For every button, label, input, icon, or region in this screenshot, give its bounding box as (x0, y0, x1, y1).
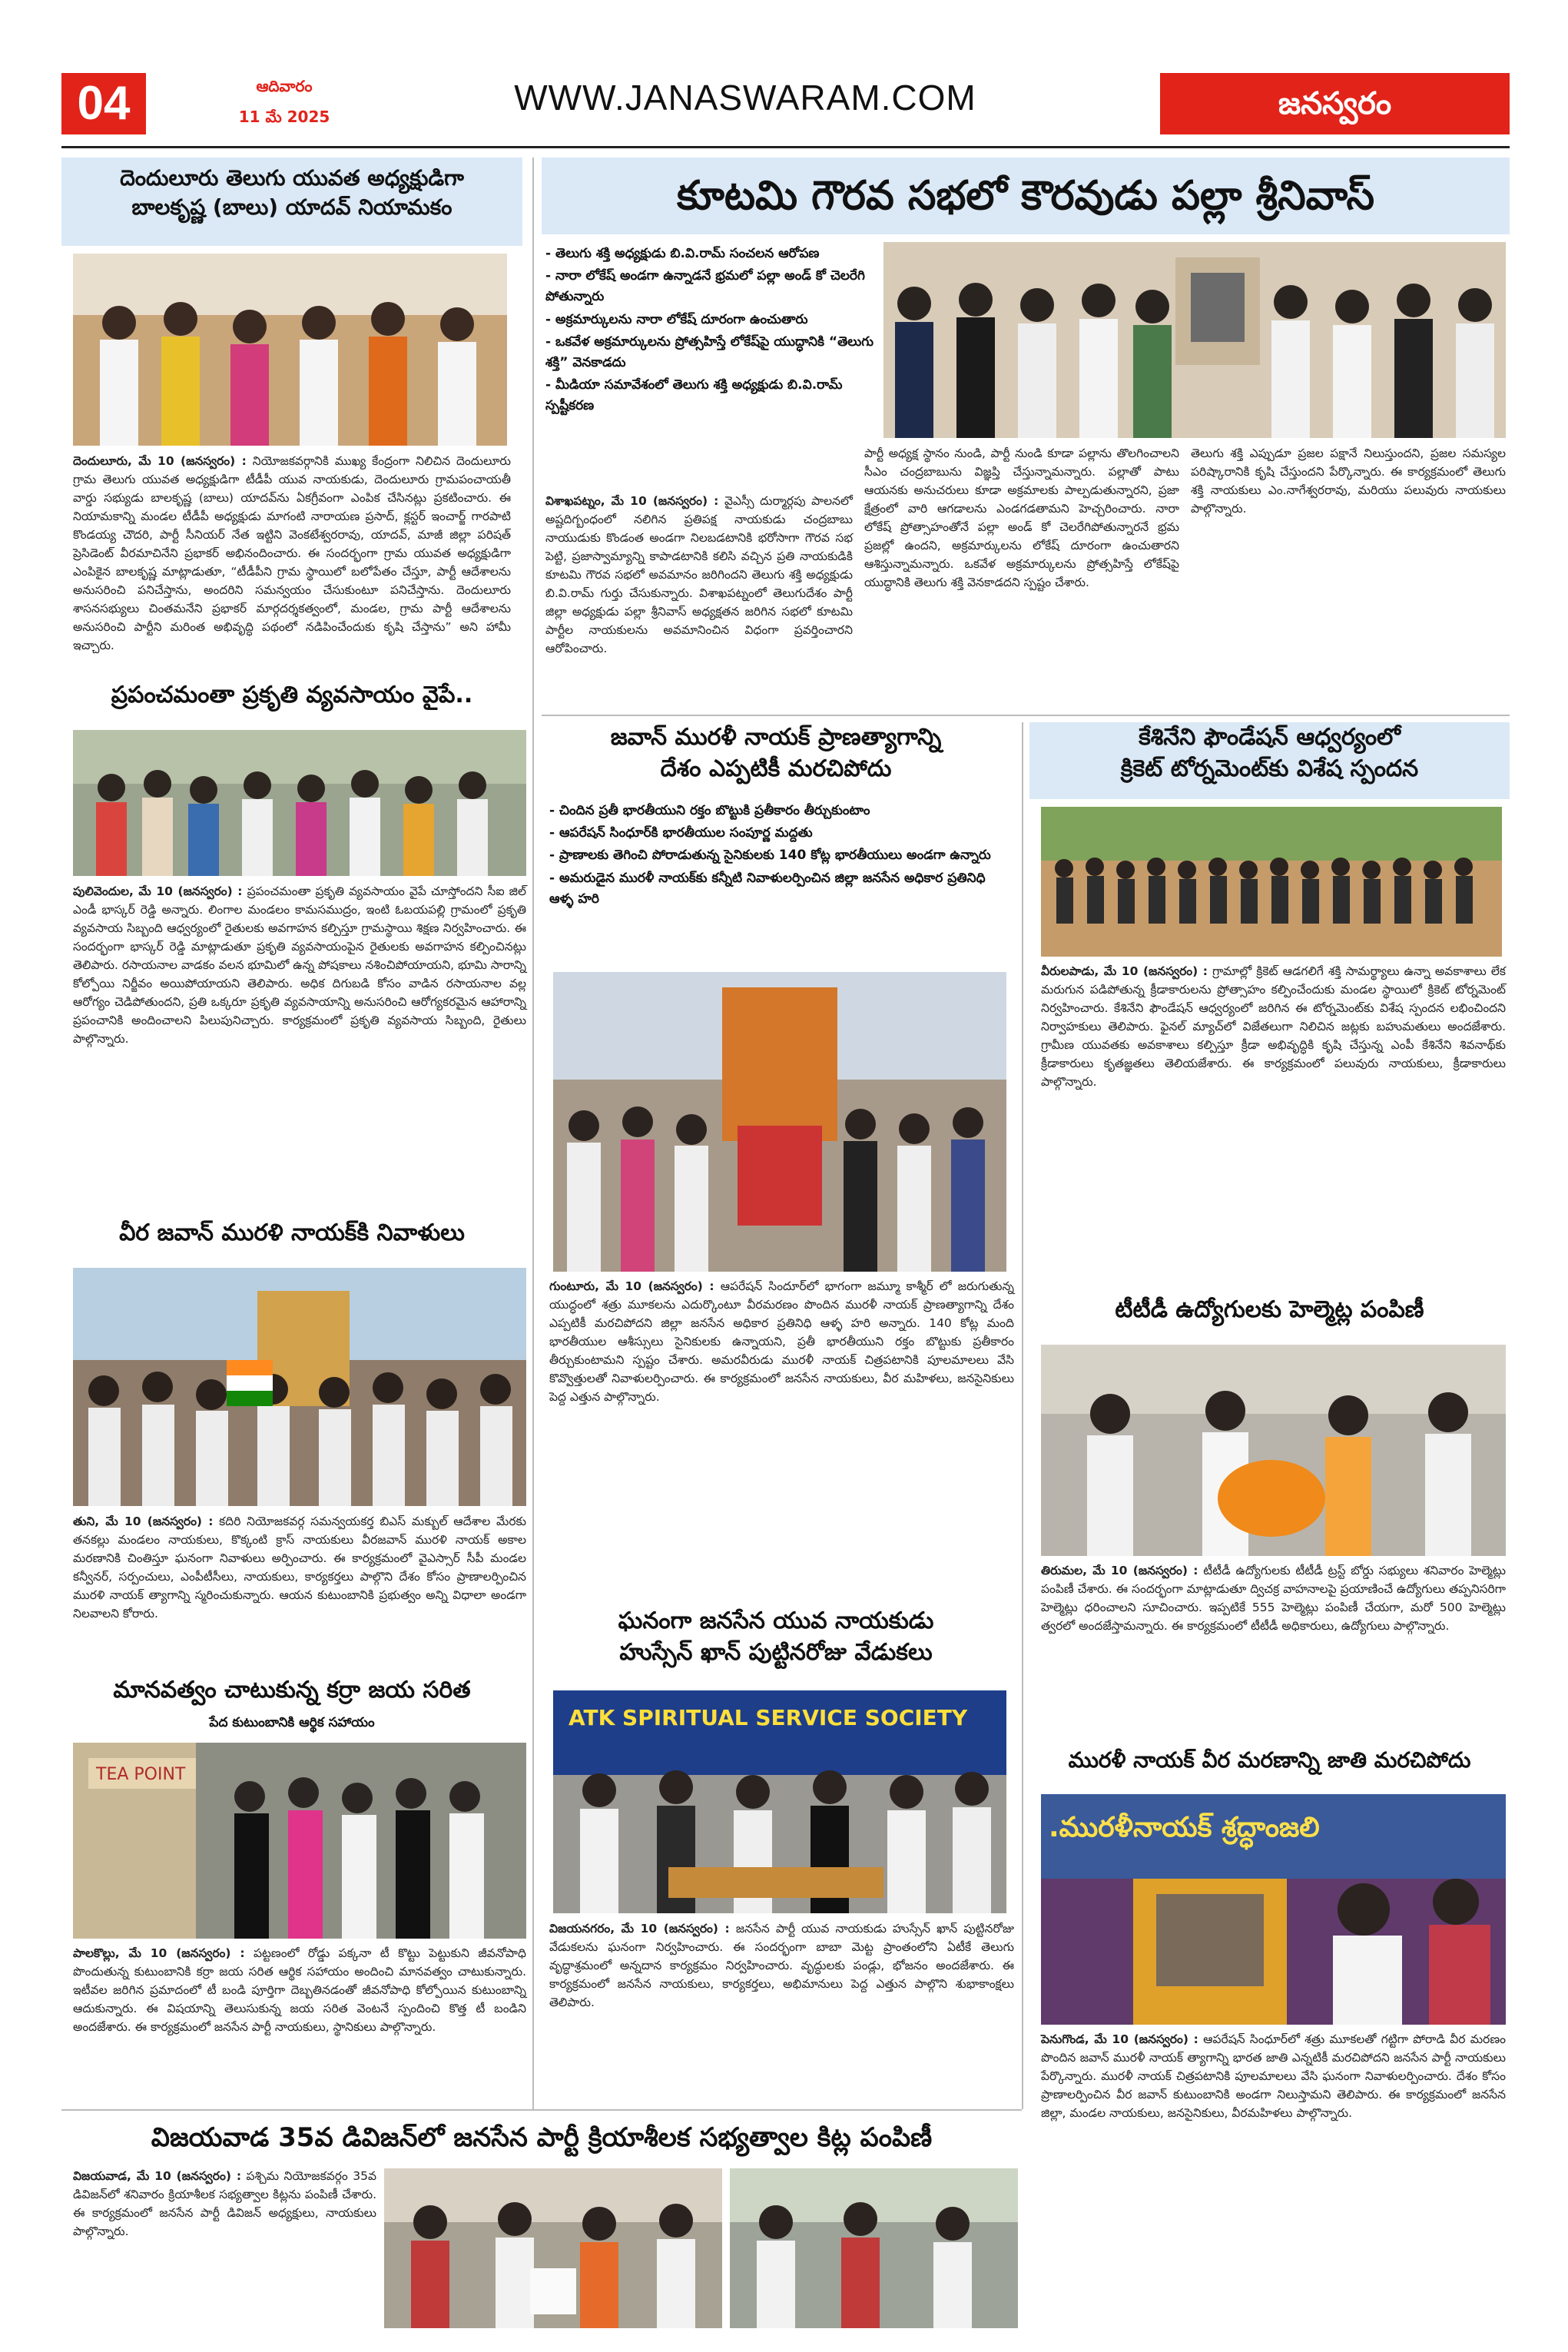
issue-date-text: 11 మే 2025 (238, 108, 330, 126)
keshineni-body: వీరులపాడు, మే 10 (జనస్వరం) : గ్రామాల్లో క్రికెట్ ఆడగలిగే శక్తి సామర్థ్యాలు ఉన్నా అవకాశాలు లేక మరుగున పడిపోతున్న క్రీడాకారులను ప్రోత్సాహం కల్పించేందుకు మండల స్థాయిలో క్రికెట్ టోర్నమెంట్ నిర్వహించారు. కేశినేని ఫౌండేషన్ ఆధ్వర్యంలో జరిగిన ఈ టోర్నమెంట్‌కు విశేష స్పందన లభించిందని నిర్వాహకులు తెలిపారు. ఫైనల్ మ్యాచ్‌లో విజేతలుగా నిలిచిన జట్లకు బహుమతులు అందజేశారు. గ్రామీణ యువతకు అవకాశాలు కల్పిస్తూ క్రీడా అభివృద్ధికి కృషి చేస్తున్న ఎంపీ కేశినేని శివనాథ్‌కు క్రీడాకారులు కృతజ్ఞతలు తెలియజేశారు. ఈ కార్యక్రమంలో పలువురు నాయకులు, క్రీడాకారులు పాల్గొన్నారు. (1041, 964, 1506, 1090)
issue-date (223, 71, 346, 132)
ttd-photo (1041, 1345, 1506, 1556)
veera-javan-photo (73, 1268, 526, 1506)
kutami-headline: కూటమి గౌరవ సభలో కౌరవుడు పల్లా శ్రీనివాస్ (542, 158, 1510, 234)
kutami-photo (883, 242, 1506, 438)
manavatvam-subheadline: పేద కుటుంబానికి ఆర్థిక సహాయం (209, 1715, 375, 1730)
ttd-body: తిరుమల, మే 10 (జనస్వరం) : టీటీడీ ఉద్యోగులకు టీటీడీ ట్రస్ట్ బోర్డు సభ్యులు శనివారం హెల్మెట్లు పంపిణీ చేశారు. ఈ సందర్భంగా మాట్లాడుతూ ద్విచక్ర వాహనాలపై ప్రయాణించే ఉద్యోగులు తప్పనిసరిగా హెల్మెట్లు ధరించాలని సూచించారు. ఇప్పటికే 555 హెల్మెట్లు పంపిణీ చేయగా, మరో 500 హెల్మెట్లు త్వరలో అందజేస్తామన్నారు. ఈ కార్యక్రమంలో టీటీడీ అధికారులు, ఉద్యోగులు పాల్గొన్నారు. (1041, 1564, 1506, 1634)
manavatvam-photo (73, 1743, 526, 1939)
ttd-headline: టీటీడీ ఉద్యోగులకు హెల్మెట్ల పంపిణీ (1115, 1296, 1424, 1323)
svg-text:TEA POINT: TEA POINT (96, 1765, 186, 1784)
hussain-khan-photo (553, 1690, 1006, 1913)
veera-javan-headline: వీర జవాన్ మురళి నాయక్‌కి నివాళులు (119, 1219, 465, 1246)
column-divider-right (1022, 722, 1023, 2109)
hussain-khan-body: విజయనగరం, మే 10 (జనస్వరం) : జనసేన పార్టీ యువ నాయకుడు హుస్సేన్ ఖాన్ పుట్టినరోజు వేడుకలను ఘనంగా నిర్వహించారు. ఈ సందర్భంగా బాబా మెట్ట ప్రాంతంలోని ఏటీకే తెలుగు వృద్ధాశ్రమంలో అన్నదాన కార్యక్రమం నిర్వహించారు. వృద్ధులకు పండ్లు, భోజనం అందజేశారు. ఈ కార్యక్రమంలో జనసేన నాయకులు, కార్యకర్తలు, అభిమానులు పెద్ద ఎత్తున పాల్గొని శుభాకాంక్షలు తెలిపారు. (549, 1922, 1014, 2010)
kutami-body-col1: విశాఖపట్నం, మే 10 (జనస్వరం) : వైఎస్సీ దుర్మార్గపు పాలనలో అష్టదిగ్బంధంలో నలిగిన ప్రతిపక్ష నాయకుడు చంద్రబాబు నాయుడుకు కొండంత అండగా నిలబడటానికి భరోసాగా గౌరవ సభ పెట్టి, ప్రజాస్వామ్యాన్ని కాపాడటానికి కలిసి వచ్చిన ప్రతి నాయకుడికి కూటమి గౌరవ సభలో అవమానం జరిగిందని తెలుగు శక్తి అధ్యక్షుడు బి.వి.రామ్ గుర్తు చేసుకున్నారు. విశాఖపట్నంలో తెలుగుదేశం పార్టీ జిల్లా అధ్యక్షుడు పల్లా శ్రీనివాస్ అధ్యక్షతన జరిగిన సభలో కూటమి పార్టీల నాయకులను అవమానించిన విధంగా ప్రవర్తించారని ఆరోపించారు. (545, 494, 853, 656)
column-divider (532, 158, 534, 2109)
vijayawada-body: విజయవాడ, మే 10 (జనస్వరం) : పశ్చిమ నియోజకవర్గం 35వ డివిజన్‌లో శనివారం క్రియాశీలక సభ్యత్వాల కిట్లను పంపిణీ చేశారు. ఈ కార్యక్రమంలో జనసేన పార్టీ డివిజన్ అధ్యక్షులు, నాయకులు పాల్గొన్నారు. (73, 2169, 376, 2239)
svg-text:ATK SPIRITUAL SERVICE SOCIETY: ATK SPIRITUAL SERVICE SOCIETY (569, 1705, 968, 1730)
dendulur-photo (73, 254, 507, 446)
dendulur-headline: దెందులూరు తెలుగు యువత అధ్యక్షుడిగా బాలకృష్ణ (బాలు) యాదవ్ నియామకం (61, 158, 522, 246)
javan-murali-photo (553, 972, 1006, 1272)
murali-jathi-photo (1041, 1794, 1506, 2025)
keshineni-headline: కేశినేని ఫౌండేషన్ ఆధ్వర్యంలో క్రికెట్ టోర్నమెంట్‌కు విశేష స్పందన (1029, 722, 1510, 799)
prakruthi-body: పులివెందుల, మే 10 (జనస్వరం) : ప్రపంచమంతా ప్రకృతి వ్యవసాయం వైపే చూస్తోందని సీఐ జిల్ ఎండీ భాస్కర్ రెడ్డి అన్నారు. లింగాల మండలం కామసముద్రం, ఇంటి ఓబయపల్లి గ్రామంలో ప్రకృతి వ్యవసాయ సిబ్బంది ఆధ్వర్యంలో రైతులకు అవగాహన కల్పిస్తూ గ్రామస్థాయి శిక్షణ నిర్వహించారు. ఈ సందర్భంగా భాస్కర్ రెడ్డి మాట్లాడుతూ ప్రకృతి వ్యవసాయంపైన రైతులకు అవగాహన కల్పించినట్లు తెలిపారు. రసాయనాల వాడకం వలన భూమిలో ఉన్న పోషకాలు నశించిపోయాయని, భూమి సారాన్ని కోల్పోయి నిర్జీవం అయిపోయాయని తెలిపారు. అధిక దిగుబడి కోసం వాడిన రసాయనాల వల్ల ఆరోగ్యం చెడిపోతుందని, ప్రతి ఒక్కరూ ప్రకృతి వ్యవసాయాన్ని అనుసరించి ఆరోగ్యకరమైన ఆహారాన్ని ప్రపంచానికి అందించాలని పిలుపునిచ్చారు. కార్యక్రమంలో ప్రకృతి వ్యవసాయ సిబ్బంది, రైతులు పాల్గొన్నారు. (73, 884, 526, 1047)
kutami-bullets: - తెలుగు శక్తి అధ్యక్షుడు బి.వి.రామ్ సంచలన ఆరోపణ - నారా లోకేష్ అండగా ఉన్నాడనే భ్రమలో పల్లా అండ్ కో చెలరేగి పోతున్నారు - అక్రమార్కులను నారా లోకేష్ దూరంగా ఉంచుతారు - ఒకవేళ అక్రమార్కులను ప్రోత్సహిస్తే లోకేష్‌పై యుద్ధానికి “తెలుగు శక్తి” వెనకాడదు - మీడియా సమావేశంలో తెలుగు శక్తి అధ్యక్షుడు బి.వి.రామ్ స్పష్టీకరణ (545, 246, 874, 414)
newspaper-logo: జనస్వరం (1160, 73, 1510, 134)
murali-jathi-body: పెనుగొండ, మే 10 (జనస్వరం) : ఆపరేషన్ సింధూర్‌లో శత్రు మూకలతో గట్టిగా పోరాడి వీర మరణం పొందిన జవాన్ మురళీ నాయక్ త్యాగాన్ని భారత జాతి ఎన్నటికీ మరచిపోదని జనసేన పార్టీ నాయకులు పేర్కొన్నారు. మురళీ నాయక్ చిత్రపటానికి పూలమాలలు వేసి ఘనంగా నివాళులర్పించారు. దేశం కోసం ప్రాణాలర్పించిన వీర జవాన్ కుటుంబానికి అండగా నిలుస్తామని తెలిపారు. ఈ కార్యక్రమంలో జనసేన జిల్లా, మండల నాయకులు, జనసైనికులు, వీరమహిళలు పాల్గొన్నారు. (1041, 2032, 1506, 2121)
section-divider (542, 715, 1510, 716)
masthead-divider (61, 146, 1510, 148)
hussain-khan-headline: ఘనంగా జనసేన యువ నాయకుడు హుస్సేన్ ఖాన్ పుట్టినరోజు వేడుకలు (618, 1607, 934, 1666)
murali-jathi-headline: మురళీ నాయక్ వీర మరణాన్ని జాతి మరచిపోదు (1068, 1747, 1471, 1773)
website-url[interactable]: WWW.JANASWARAM.COM (514, 78, 976, 118)
veera-javan-body: తుని, మే 10 (జనస్వరం) : కదిరి నియోజకవర్గ సమన్వయకర్త బిఎస్ మక్బుల్ ఆదేశాల మేరకు తనకల్లు మండలం నాయకులు, కొక్కంటి క్రాస్ నాయకులు వీరజవాన్ మురళి నాయక్ అకాల మరణానికి చింతిస్తూ ఘనంగా నివాళులు అర్పించారు. ఈ కార్యక్రమంలో వైఎస్సార్ సీపీ మండల కన్వీనర్, సర్పంచులు, ఎంపీటీసీలు, నాయకులు, కార్యకర్తలు పాల్గొని దేశం కోసం ప్రాణాలర్పించిన మురళి నాయక్ త్యాగాన్ని స్మరించుకున్నారు. ఆయన కుటుంబానికి ప్రభుత్వం అన్ని విధాలా అండగా నిలవాలని కోరారు. (73, 1514, 527, 1621)
svg-text:.మురళీనాయక్ శ్రద్ధాంజలి: .మురళీనాయక్ శ్రద్ధాంజలి (1049, 1812, 1320, 1843)
manavatvam-headline: మానవత్వం చాటుకున్న కర్రా జయ సరిత (113, 1677, 471, 1703)
dendulur-body: దెందులూరు, మే 10 (జనస్వరం) : నియోజకవర్గానికి ముఖ్య కేంద్రంగా నిలిచిన దెందులూరు గ్రామ తెలుగు యువత అధ్యక్షుడిగా టీడీపీ యువ నాయకుడు, దెందులూరు గ్రామపంచాయతీ వార్డు సభ్యుడు బాలకృష్ణ (బాలు) యాదవ్‌ను ఏకగ్రీవంగా ఎంపిక చేసినట్లు ప్రకటించారు. ఈ నియామకాన్ని మండల టీడీపీ అధ్యక్షుడు మాగంటి నారాయణ ప్రసాద్, క్లస్టర్ ఇంచార్జ్ గారపాటి కొండయ్య చౌదరి, పార్టీ సీనియర్ నేత ఇట్టిని వెంకటేశ్వరరావు, యాదవ్, మాజీ జిల్లా పరిషత్ ప్రెసిడెంట్ వీరమాచినేని ప్రభాకర్ అభినందించారు. ఈ సందర్భంగా గ్రామ యువత అధ్యక్షుడిగా ఎంపికైన బాలకృష్ణ మాట్లాడుతూ, “టీడీపీని గ్రామ స్థాయిలో బలోపేతం చేస్తూ, పార్టీ ఆదేశాలను అనుసరించి పనిచేస్తాను, అందరిని సమన్వయం చేసుకుంటూ పనిచేస్తాను. దెందులూరు శాసనసభ్యులు చింతమనేని ప్రభాకర్ మార్గదర్శకత్వంలో, మండల, గ్రామ పార్టీ ఆదేశాలను అనుసరించి పార్టీని మరింత అభివృద్ధి పథంలో నడిపించేందుకు కృషి చేస్తాను” అని హామీ ఇచ్చారు. (73, 454, 511, 653)
javan-murali-bullets: - చిందిన ప్రతీ భారతీయుని రక్తం బొట్టుకి ప్రతీకారం తీర్చుకుంటాం - ఆపరేషన్ సింధూర్‌కి భారతీయుల సంపూర్ణ మద్దతు - ప్రాణాలకు తెగించి పోరాడుతున్న సైనికులకు 140 కోట్ల భారతీయులు అండగా ఉన్నారు - అమరుడైన మురళీ నాయక్‌కు కన్నీటి నివాళులర్పించిన జిల్లా జనసేన అధికార ప్రతినిధి ఆళ్ళ హరి (549, 803, 991, 907)
page-number: 04 (61, 73, 146, 134)
prakruthi-headline: ప్రపంచమంతా ప్రకృతి వ్యవసాయం వైపే.. (111, 682, 473, 708)
javan-murali-body: గుంటూరు, మే 10 (జనస్వరం) : ఆపరేషన్ సిందూర్‌లో భాగంగా జమ్మూ కాశ్మీర్ లో జరుగుతున్న యుద్ధంలో శత్రు మూకలను ఎదుర్కొంటూ వీరమరణం పొందిన మురళీ నాయక్ ప్రాణత్యాగాన్ని దేశం ఎప్పటికీ మరచిపోదని జిల్లా జనసేన అధికార ప్రతినిధి ఆళ్ళ హరి అన్నారు. 140 కోట్ల మంది భారతీయుల ఆశీస్సులు సైనికులకు ఉన్నాయని, ప్రతీ భారతీయుని రక్తం బొట్టుకు ప్రతీకారం తీర్చుకుంటామని స్పష్టం చేశారు. అమరవీరుడు మురళీ నాయక్ చిత్రపటానికి పూలమాలలు వేసి కొవ్వొత్తులతో నివాళులర్పించారు. ఈ కార్యక్రమంలో జనసేన నాయకులు, వీర మహిళలు, జనసైనికులు పెద్ద ఎత్తున పాల్గొన్నారు. (549, 1279, 1015, 1405)
bottom-divider (61, 2109, 1022, 2111)
vijayawada-photo-2 (730, 2168, 1018, 2328)
prakruthi-photo (73, 730, 526, 876)
manavatvam-body: పాలకొల్లు, మే 10 (జనస్వరం) : పట్టణంలో రోడ్డు పక్కనా టీ కొట్టు పెట్టుకుని జీవనోపాధి పొందుతున్న కుటుంబానికి కర్రా జయ సరిత ఆర్థిక సహాయం అందించి మానవత్వం చాటుకున్నారు. ఇటీవల జరిగిన ప్రమాదంలో టీ బండి పూర్తిగా దెబ్బతినడంతో జీవనోపాధి కోల్పోయిన కుటుంబాన్ని ఆదుకున్నారు. ఈ విషయాన్ని తెలుసుకున్న జయ సరిత వెంటనే స్పందించి కొత్త టీ బండిని అందజేశారు. ఈ కార్యక్రమంలో జనసేన పార్టీ నాయకులు, స్థానికులు పాల్గొన్నారు. (73, 1946, 526, 2035)
vijayawada-headline: విజయవాడ 35వ డివిజన్‌లో జనసేన పార్టీ క్రియాశీలక సభ్యత్వాల కిట్ల పంపిణీ (151, 2122, 933, 2153)
kutami-body-col2: పార్టీ అధ్యక్ష స్థానం నుండి, పార్టీ నుండి కూడా పల్లాను తొలగించాలని సీఎం చంద్రబాబును విజ్ఞప్తి చేస్తున్నామన్నారు. పల్లాతో పాటు ఆయనకు అనుచరులు కూడా అక్రమాలకు పాల్పడుతున్నారని, ప్రజా క్షేత్రంలో వారి ఆగడాలను ఎండగడతామని హెచ్చరించారు. నారా లోకేష్ ప్రోత్సాహంతోనే పల్లా అండ్ కో చెలరేగిపోతున్నారనే భ్రమ ప్రజల్లో ఉందని, అక్రమార్కులను లోకేష్ దూరంగా ఉంచుతారని ఆశిస్తున్నామన్నారు. ఒకవేళ అక్రమార్కులను ప్రోత్సహిస్తే లోకేష్‌పై యుద్ధానికి తెలుగు శక్తి వెనకాడదని స్పష్టం చేశారు. (864, 446, 1179, 590)
issue-day: ఆదివారం (256, 77, 313, 95)
vijayawada-photo-1 (384, 2168, 722, 2328)
keshineni-photo (1041, 807, 1502, 957)
javan-murali-headline: జవాన్ మురళీ నాయక్ ప్రాణత్యాగాన్ని దేశం ఎప్పటికీ మరచిపోదు (610, 724, 942, 782)
kutami-body-col3: తెలుగు శక్తి ఎప్పుడూ ప్రజల పక్షానే నిలుస్తుందని, ప్రజల సమస్యల పరిష్కారానికి కృషి చేస్తుందని పేర్కొన్నారు. ఈ కార్యక్రమంలో తెలుగు శక్తి నాయకులు ఎం.నాగేశ్వరరావు, మరియు పలువురు నాయకులు పాల్గొన్నారు. (1191, 446, 1506, 516)
